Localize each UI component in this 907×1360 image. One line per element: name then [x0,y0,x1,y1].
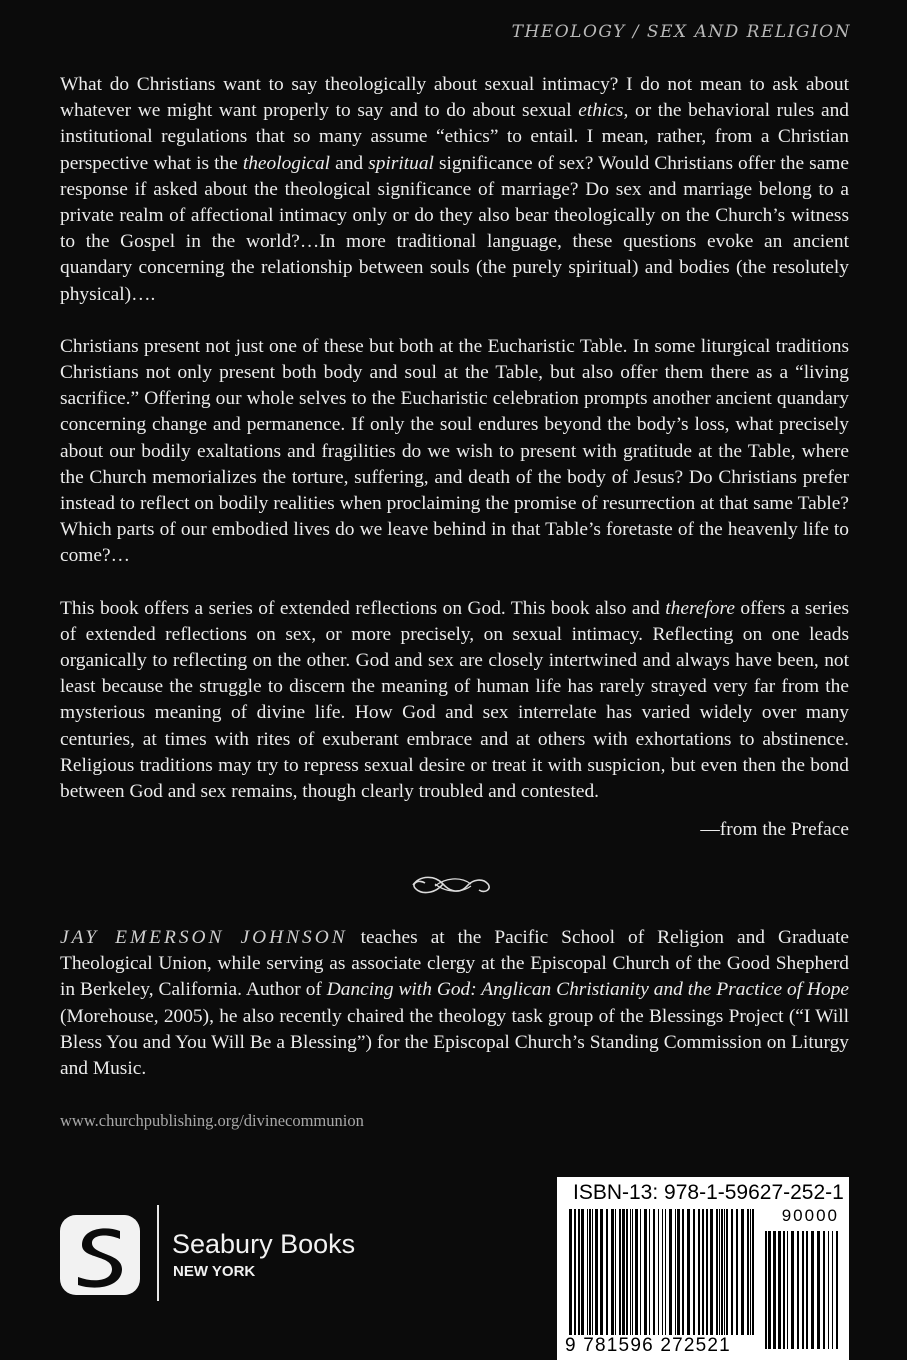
addon-bar [773,1231,776,1349]
barcode-bar [600,1209,603,1335]
addon-bar [791,1231,794,1349]
author-name: JAY EMERSON JOHNSON [60,927,348,948]
barcode-bar [665,1209,666,1335]
barcode-bar [630,1209,631,1335]
barcode-bar [662,1209,663,1335]
barcode-bar [682,1209,684,1335]
barcode-bar [574,1209,576,1335]
barcode-bar [710,1209,713,1335]
barcode-bar [693,1209,695,1335]
addon-bar [823,1231,825,1349]
barcode-bar [635,1209,638,1335]
barcode-bar [675,1209,676,1335]
barcode-bar [747,1209,749,1335]
description [60,72,849,843]
description-paragraph-3: This book offers a series of extended reflections on God. This book also and therefore offers a series of extended reflections on sex, or more precisely, on sexual intimacy. Reflecting on one leads organically to reflecting on the other. God and sex are closely intertwined and always have been, not least because the struggle to discern the meaning of human life has rarely strayed very far from the mysterious meaning of divine life. How God and sex interrelate has varied widely over many centuries, at times with rites of exuberant embrace and at others with exhortations to abstinence. Religious traditions may try to repress sexual desire or treat it with suspicion, but even then the bond between God and sex remains, though clearly troubled and contested. [60,597,849,803]
isbn-label: ISBN-13: 978-1-59627-252-1 [573,1181,844,1204]
addon-bar [828,1231,829,1349]
barcode-bar [589,1209,591,1335]
book-title: Dancing with God: Anglican Christianity and the Practice of Hope [326,979,850,1001]
barcode-bars [565,1205,841,1355]
barcode-bar [698,1209,700,1335]
barcode-bar [726,1209,728,1335]
addon-bar [797,1231,799,1349]
barcode-bar [721,1209,723,1335]
barcode-bar [622,1209,625,1335]
addon-bar [811,1231,814,1349]
barcode-bar [619,1209,621,1335]
addon-bar [802,1231,804,1349]
preface-attribution: —from the Preface [700,819,849,841]
price-code: 90000 [781,1206,839,1225]
barcode-bar [640,1209,641,1335]
addon-bar [787,1231,788,1349]
addon-bar [836,1231,838,1349]
addon-bar [783,1231,785,1349]
barcode-bar [669,1209,672,1335]
barcode-bar [644,1209,647,1335]
ean-digits: 9 781596 272521 [565,1335,731,1356]
barcode-bar [615,1209,616,1335]
description-paragraph-1: What do Christians want to say theologically about sexual intimacy? I do not mean to ask about whatever we might want properly to say and to do about sexual ethics, or the behavioral rules and institutional regulations that so many assume “ethics” to entail. I mean, rather, from a Christian perspective what is the theological and spiritual significance of sex? Would Christians offer the same response if asked about the theological significance of marriage? Do sex and marriage belong to a private realm of affectional intimacy only or do they also bear theologically on the Church’s witness to the Gospel in the world?…In more traditional language, these questions evoke an ancient quandary concerning the relationship between souls (the purely spiritual) and bodies (the resolutely physical)…. [60,74,849,305]
addon-bar [806,1231,808,1349]
barcode-bar [752,1209,754,1335]
author-bio: JAY EMERSON JOHNSON teaches at the Pacific School of Religion and Graduate Theological Union, while serving as associate clergy at the Episcopal Church of the Good Shepherd in Berkeley, California. Author of Dancing with God: Anglican Christianity and the Practice of Hope (Morehouse, 2005), he also recently chaired the theology task group of the Blessings Project (“I Will Bless You and You Will Be a Blessing”) for the Episcopal Church’s Standing Commission on Liturgy and Music. [60,927,850,1080]
category-label: THEOLOGY / SEX AND RELIGION [511,22,851,42]
barcode-bar [581,1209,584,1335]
addon-bar [817,1231,820,1349]
publisher-block [60,1205,400,1301]
barcode-bar [687,1209,690,1335]
barcode-bar [587,1209,588,1335]
publisher-name: Seabury Books [172,1229,356,1259]
seabury-logo-icon [60,1215,140,1295]
barcode-bar [719,1209,720,1335]
addon-bar [832,1231,833,1349]
barcode-bar [731,1209,733,1335]
barcode-bar [626,1209,628,1335]
barcode-bar [706,1209,708,1335]
barcode-bar [569,1209,572,1335]
barcode-bar [649,1209,650,1335]
addon-bar [778,1231,781,1349]
barcode-bar [606,1209,608,1335]
barcode-bar [595,1209,598,1335]
addon-bar [765,1231,767,1349]
barcode-bar [736,1209,738,1335]
barcode-bar [658,1209,659,1335]
publisher-divider [157,1205,159,1301]
barcode-bar [653,1209,655,1335]
barcode-bar [632,1209,633,1335]
barcode-bar [592,1209,593,1335]
addon-bar [768,1231,771,1349]
barcode-bar [578,1209,580,1335]
barcode-bar [702,1209,704,1335]
barcode-bar [716,1209,718,1335]
isbn-barcode [557,1177,849,1360]
barcode-bar [724,1209,725,1335]
flourish-ornament-icon [405,870,495,900]
website-link[interactable]: www.churchpublishing.org/divinecommunion [60,1111,364,1130]
description-paragraph-2: Christians present not just one of these but both at the Eucharistic Table. In some liturgical traditions Christians not only present both body and soul at the Table, but also offer them there as a “living sacrifice.” Offering our whole selves to the Eucharistic celebration prompts another ancient quandary concerning change and permanence. If only the soul endures beyond the body’s loss, what precisely about our bodily exaltations and fragilities do we wish to present with gratitude at the Table, where the Church memorializes the torture, suffering, and death of the body of Jesus? Do Christians prefer instead to reflect on bodily realities when proclaiming the promise of resurrection at that same Table? Which parts of our embodied lives do we leave behind in that Table’s foretaste of the heavenly life to come?… [60,335,849,567]
barcode-bar [750,1209,751,1335]
barcode-bar [611,1209,614,1335]
barcode-bar [741,1209,744,1335]
publisher-city: NEW YORK [173,1263,256,1280]
barcode-bar [677,1209,680,1335]
